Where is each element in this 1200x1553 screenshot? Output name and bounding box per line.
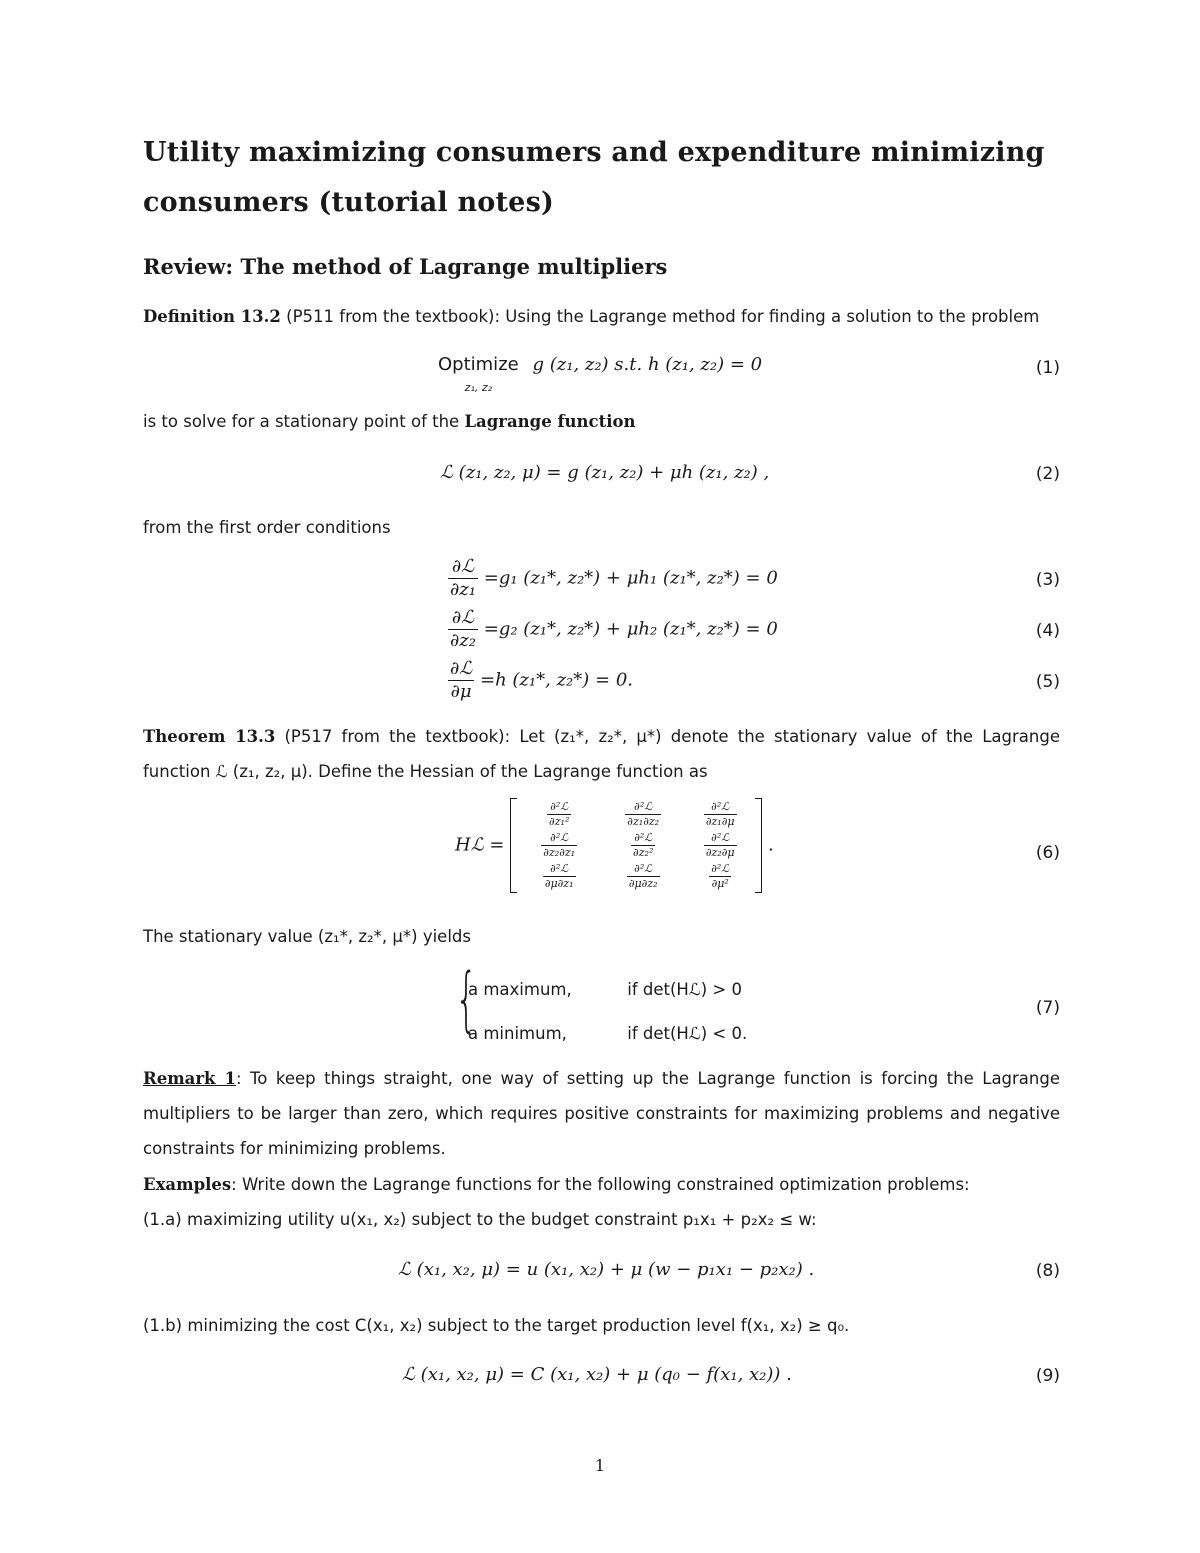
theorem-text: (P517 from the textbook): Let (z₁*, z₂*, μ*) denote the stationary value of the Lagrange function ℒ (z₁, z₂, μ). Define the Hessian of the Lagrange function as [143, 727, 1060, 781]
examples-paragraph [143, 1167, 1060, 1202]
equation-2: ℒ (z₁, z₂, μ) = g (z₁, z₂) + μh (z₁, z₂) , [440, 462, 770, 483]
eq3-denominator: ∂z₁ [450, 579, 477, 600]
hessian-trail: . [767, 834, 774, 856]
hessian-cell: $\frac{\text{∂²ℒ}}{\text{∂μ∂z₁}}$ [544, 862, 574, 890]
eq5-denominator: ∂μ [450, 681, 472, 702]
case-maximum-label: a maximum, [468, 980, 572, 999]
section-heading: Review: The method of Lagrange multipliers [143, 254, 668, 279]
examples-text: : Write down the Lagrange functions for the following constrained optimization problems: [231, 1175, 970, 1194]
remark-text: : To keep things straight, one way of setting up the Lagrange function is forcing the Lagrange multipliers to be larger than zero, which requires positive constraints for maximizing problems and negative constraints for minimizing problems. [143, 1069, 1061, 1158]
equation-8: ℒ (x₁, x₂, μ) = u (x₁, x₂) + μ (w − p₁x₁ − p₂x₂) . [398, 1259, 815, 1280]
optimize-operator: Optimize [438, 354, 519, 375]
equation-number-1: (1) [1035, 358, 1060, 378]
equation-9: ℒ (x₁, x₂, μ) = C (x₁, x₂) + μ (q₀ − f(x₁, x₂)) . [402, 1364, 792, 1385]
first-order-text: from the first order conditions [143, 518, 391, 537]
cases-brace: { [455, 958, 478, 1040]
document-title: Utility maximizing consumers and expenditure minimizing consumers (tutorial notes) [143, 137, 1045, 218]
case-minimum-condition: if det(Hℒ) < 0. [627, 1024, 748, 1043]
page-number: 1 [594, 1456, 606, 1475]
equation-number-8: (8) [1035, 1261, 1060, 1281]
hessian-cell: $\frac{\text{∂²ℒ}}{\text{∂z₁∂μ}}$ [705, 800, 735, 828]
hessian-cell: $\frac{\text{∂²ℒ}}{\text{∂z₁∂z₂}}$ [627, 800, 660, 828]
remark-paragraph [143, 1061, 1060, 1166]
equation-number-4: (4) [1035, 621, 1060, 641]
equation-number-2: (2) [1035, 464, 1060, 484]
equation-3 [448, 556, 778, 601]
examples-label: Examples [143, 1175, 232, 1194]
equation-number-7: (7) [1035, 998, 1060, 1018]
equation-5 [448, 658, 633, 703]
yields-paragraph: The stationary value (z₁*, z₂*, μ*) yields [143, 927, 471, 946]
hessian-cell: $\frac{\text{∂²ℒ}}{\text{∂μ∂z₂}}$ [628, 862, 658, 890]
definition-paragraph [143, 299, 1060, 334]
hessian-matrix [510, 798, 762, 893]
definition-text: (P511 from the textbook): Using the Lagrange method for finding a solution to the problem [286, 307, 1040, 326]
eq4-denominator: ∂z₂ [450, 630, 477, 651]
hessian-cell: $\frac{\text{∂²ℒ}}{\text{∂z₂∂z₁}}$ [543, 831, 576, 859]
stationary-text: is to solve for a stationary point of the [143, 412, 460, 431]
theorem-label: Theorem 13.3 [143, 727, 276, 746]
hessian-cell: $\frac{\text{∂²ℒ}}{\text{∂z₁²}}$ [549, 800, 570, 828]
case-maximum-condition: if det(Hℒ) > 0 [627, 980, 742, 999]
hessian-cell: $\frac{\text{∂²ℒ}}{\text{∂μ²}}$ [711, 862, 730, 890]
equation-number-6: (6) [1035, 843, 1060, 863]
lagrange-function-term: Lagrange function [464, 412, 636, 431]
item-1b: (1.b) minimizing the cost C(x₁, x₂) subject to the target production level f(x₁, x₂) ≥ q₀. [143, 1316, 850, 1335]
equation-7 [452, 958, 748, 1056]
equation-6 [455, 798, 774, 893]
remark-label: Remark 1 [143, 1069, 236, 1088]
equation-number-3: (3) [1035, 570, 1060, 590]
equation-1 [438, 354, 762, 396]
equation-number-5: (5) [1035, 672, 1060, 692]
eq5-numerator: ∂ℒ [450, 658, 473, 679]
hessian-cell: $\frac{\text{∂²ℒ}}{\text{∂z₂²}}$ [633, 831, 654, 859]
item-1a: (1.a) maximizing utility u(x₁, x₂) subject to the budget constraint p₁x₁ + p₂x₂ ≤ w: [143, 1210, 817, 1229]
definition-label: Definition 13.2 [143, 307, 281, 326]
equation-1-body: g (z₁, z₂) s.t. h (z₁, z₂) = 0 [532, 354, 763, 375]
eq4-numerator: ∂ℒ [448, 607, 478, 630]
stationary-paragraph [143, 404, 1060, 439]
case-minimum-label: a minimum, [468, 1024, 567, 1043]
hessian-lhs: Hℒ = [455, 834, 505, 856]
optimize-subscript: z₁, z₂ [464, 381, 493, 394]
eq3-rhs: =g₁ (z₁*, z₂*) + μh₁ (z₁*, z₂*) = 0 [483, 567, 778, 589]
eq4-rhs: =g₂ (z₁*, z₂*) + μh₂ (z₁*, z₂*) = 0 [483, 618, 778, 640]
equation-4 [448, 607, 778, 652]
eq5-rhs: =h (z₁*, z₂*) = 0. [480, 669, 633, 691]
equation-number-9: (9) [1035, 1366, 1060, 1386]
hessian-cell: $\frac{\text{∂²ℒ}}{\text{∂z₂∂μ}}$ [705, 831, 735, 859]
eq3-numerator: ∂ℒ [448, 556, 478, 579]
theorem-paragraph [143, 719, 1060, 789]
